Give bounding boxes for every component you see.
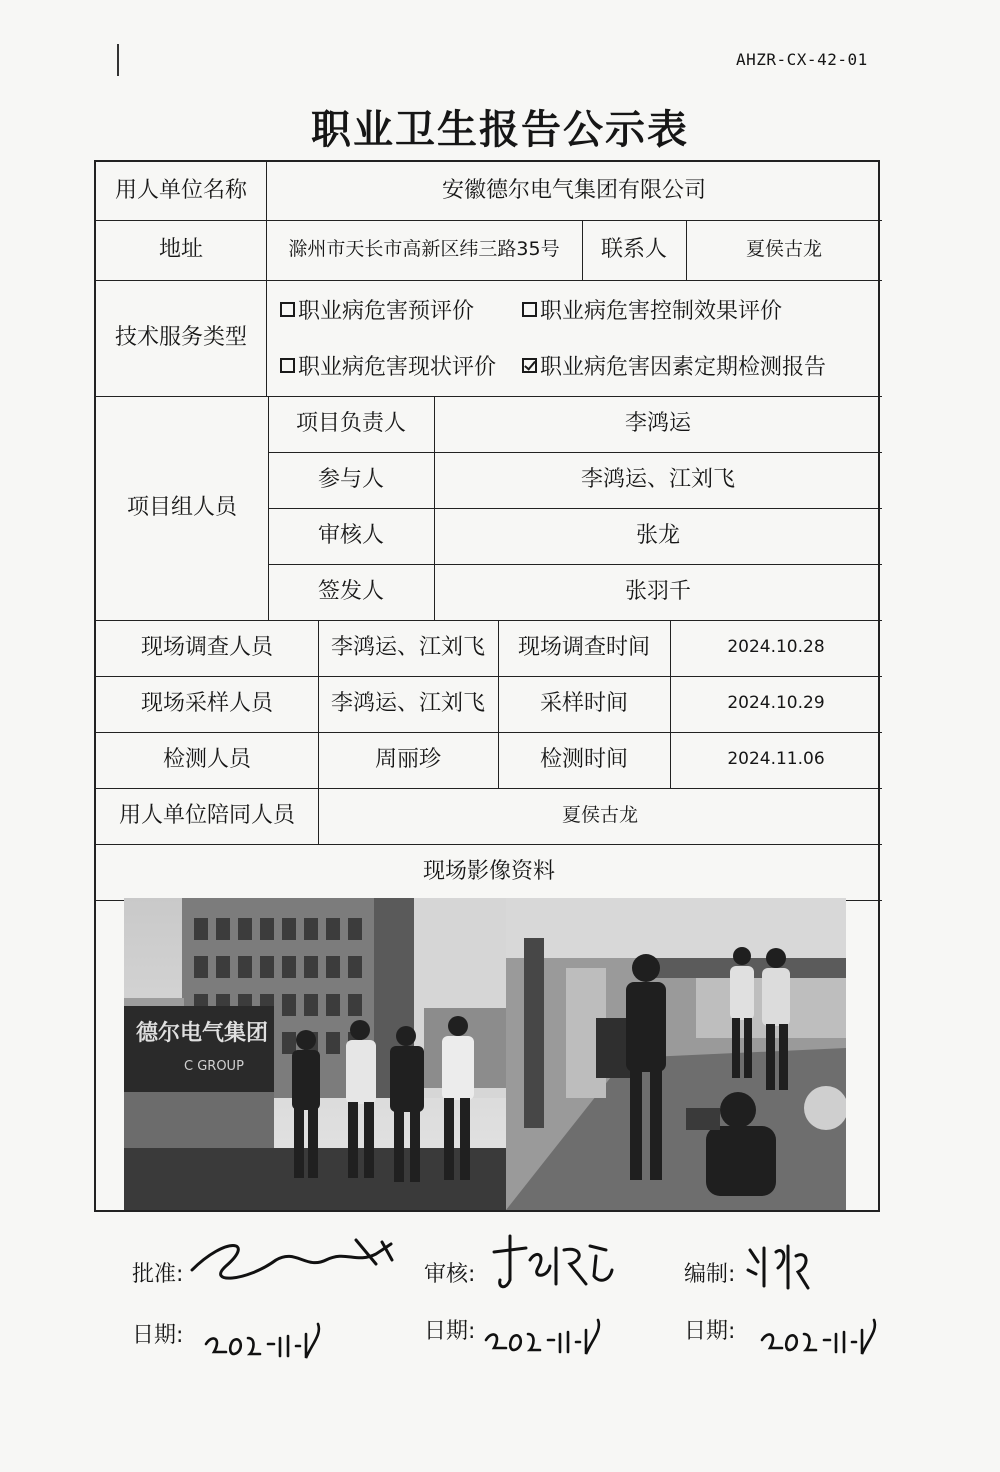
page-title: 职业卫生报告公示表 — [311, 107, 689, 153]
images-section-label: 现场影像资料 — [422, 859, 555, 885]
employer-label: 用人单位名称 — [114, 178, 247, 204]
service-type-label: 技术服务类型 — [114, 325, 247, 351]
field-row-time-label: 现场调查时间 — [517, 635, 650, 661]
service-option-pre-evaluation[interactable] — [280, 294, 474, 325]
site-photo-entrance-image — [124, 898, 506, 1210]
team-role: 项目负责人 — [295, 411, 406, 437]
document-code: AHZR-CX-42-01 — [736, 50, 868, 69]
escort-label: 用人单位陪同人员 — [118, 803, 295, 829]
site-photo-workshop-image — [506, 898, 846, 1210]
service-option-label: 职业病危害预评价 — [298, 299, 475, 324]
team-role: 参与人 — [317, 467, 384, 493]
field-row-time-label: 采样时间 — [539, 691, 628, 717]
field-row-people: 周丽珍 — [374, 747, 441, 773]
service-option-periodic-detection-report[interactable] — [522, 350, 826, 381]
review-date-handwriting — [480, 1310, 610, 1360]
service-option-control-effect-evaluation[interactable] — [522, 294, 782, 325]
team-name: 张龙 — [635, 523, 680, 549]
compile-date-label: 日期: — [684, 1319, 736, 1344]
field-row-label: 现场采样人员 — [140, 691, 273, 717]
field-row-time-label: 检测时间 — [539, 747, 628, 773]
contact-value: 夏侯古龙 — [745, 238, 822, 261]
field-row-date: 2024.11.06 — [727, 749, 825, 770]
address-label: 地址 — [158, 237, 203, 263]
escort-value: 夏侯古龙 — [561, 804, 638, 827]
review-label: 审核: — [424, 1262, 476, 1287]
contact-label: 联系人 — [600, 237, 667, 263]
compile-date-handwriting — [756, 1310, 886, 1360]
team-role: 签发人 — [317, 579, 384, 605]
field-row-people: 李鸿运、江刘飞 — [330, 635, 485, 661]
address-value: 滁州市天长市高新区纬三路35号 — [288, 238, 560, 261]
site-photo-workshop — [506, 898, 846, 1210]
approve-label: 批准: — [132, 1262, 184, 1287]
photo-sign-group-text: C GROUP — [184, 1059, 244, 1074]
compile-label: 编制: — [684, 1262, 736, 1287]
review-signature-mark — [486, 1230, 616, 1302]
service-option-label: 职业病危害控制效果评价 — [540, 299, 783, 324]
service-option-label: 职业病危害因素定期检测报告 — [540, 355, 827, 380]
team-name: 李鸿运、江刘飞 — [580, 467, 735, 493]
approve-date-label: 日期: — [132, 1323, 184, 1348]
project-team-label: 项目组人员 — [126, 495, 237, 521]
field-row-date: 2024.10.28 — [727, 637, 825, 658]
signature-area — [0, 1230, 1000, 1470]
checkbox-icon — [280, 302, 295, 317]
review-date-label: 日期: — [424, 1319, 476, 1344]
service-option-status-evaluation[interactable] — [280, 350, 496, 381]
checkbox-icon — [280, 358, 295, 373]
field-row-people: 李鸿运、江刘飞 — [330, 691, 485, 717]
approve-signature-mark — [186, 1230, 406, 1296]
photo-sign-text: 德尔电气集团 — [136, 1020, 269, 1046]
site-photos — [124, 898, 846, 1210]
margin-mark — [117, 44, 119, 76]
compile-signature-mark — [744, 1240, 824, 1296]
team-name: 张羽千 — [624, 579, 691, 605]
checkbox-checked-icon — [522, 358, 537, 373]
approve-date-handwriting — [200, 1314, 330, 1364]
service-option-label: 职业病危害现状评价 — [298, 355, 497, 380]
field-row-date: 2024.10.29 — [727, 693, 825, 714]
site-photo-entrance — [124, 898, 506, 1210]
checkbox-icon — [522, 302, 537, 317]
team-role: 审核人 — [317, 523, 384, 549]
field-row-label: 现场调查人员 — [140, 635, 273, 661]
team-name: 李鸿运 — [624, 411, 691, 437]
field-row-label: 检测人员 — [162, 747, 251, 773]
employer-value: 安徽德尔电气集团有限公司 — [441, 178, 706, 204]
